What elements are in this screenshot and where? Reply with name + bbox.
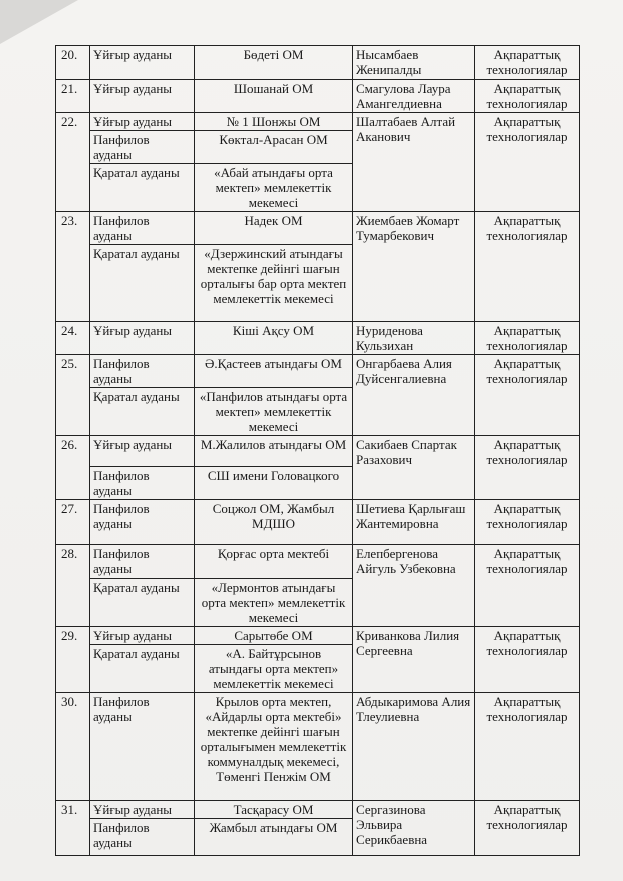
- district-cell: Ұйғыр ауданы: [90, 801, 195, 819]
- teacher-cell: Нысамбаев Женипалды: [353, 46, 475, 80]
- teacher-cell: Криванкова Лилия Сергеевна: [353, 627, 475, 693]
- row-number: 21.: [56, 80, 90, 113]
- school-cell: «Абай атындағы орта мектеп» мемлекеттік мекемесі: [195, 164, 353, 212]
- row-number: 30.: [56, 693, 90, 801]
- subject-cell: Ақпараттық технологиялар: [475, 80, 580, 113]
- school-cell: Ә.Қастеев атындағы ОМ: [195, 355, 353, 388]
- district-cell: Панфилов ауданы: [90, 131, 195, 164]
- subject-cell: Ақпараттық технологиялар: [475, 545, 580, 627]
- subject-cell: Ақпараттық технологиялар: [475, 500, 580, 545]
- teacher-cell: Шетиева Қарлығаш Жантемировна: [353, 500, 475, 545]
- school-cell: Тасқарасу ОМ: [195, 801, 353, 819]
- subject-cell: Ақпараттық технологиялар: [475, 113, 580, 212]
- district-cell: Ұйғыр ауданы: [90, 113, 195, 131]
- school-cell: М.Жалилов атындағы ОМ: [195, 436, 353, 467]
- school-cell: Көктал-Арасан ОМ: [195, 131, 353, 164]
- page-fold-corner: [0, 0, 78, 44]
- row-number: 26.: [56, 436, 90, 500]
- table-row: [56, 355, 580, 388]
- district-cell: Ұйғыр ауданы: [90, 46, 195, 80]
- row-number: 27.: [56, 500, 90, 545]
- district-cell: Қаратал ауданы: [90, 645, 195, 693]
- table-row: [56, 693, 580, 801]
- subject-cell: Ақпараттық технологиялар: [475, 436, 580, 500]
- school-cell: Жамбыл атындағы ОМ: [195, 819, 353, 856]
- teacher-cell: Сергазинова Эльвира Серикбаевна: [353, 801, 475, 856]
- district-cell: Қаратал ауданы: [90, 388, 195, 436]
- subject-cell: Ақпараттық технологиялар: [475, 46, 580, 80]
- table-row: [56, 801, 580, 819]
- row-number: 22.: [56, 113, 90, 212]
- district-cell: Панфилов ауданы: [90, 467, 195, 500]
- district-cell: Қаратал ауданы: [90, 579, 195, 627]
- district-cell: Панфилов ауданы: [90, 545, 195, 579]
- teacher-cell: Сакибаев Спартак Разахович: [353, 436, 475, 500]
- teacher-cell: Онгарбаева Алия Дуйсенгалиевна: [353, 355, 475, 436]
- school-cell: Сарытөбе ОМ: [195, 627, 353, 645]
- district-cell: Ұйғыр ауданы: [90, 80, 195, 113]
- table-row: [56, 322, 580, 355]
- row-number: 20.: [56, 46, 90, 80]
- district-cell: Ұйғыр ауданы: [90, 436, 195, 467]
- school-cell: Бөдеті ОМ: [195, 46, 353, 80]
- subject-cell: Ақпараттық технологиялар: [475, 693, 580, 801]
- subject-cell: Ақпараттық технологиялар: [475, 322, 580, 355]
- row-number: 29.: [56, 627, 90, 693]
- row-number: 31.: [56, 801, 90, 856]
- school-cell: Крылов орта мектеп, «Айдарлы орта мектебі» мектепке дейінгі шағын орталығымен мемлекеттік коммуналдық мекемесі, Төменгі Пенжім ОМ: [195, 693, 353, 801]
- school-cell: Қорғас орта мектебі: [195, 545, 353, 579]
- district-cell: Ұйғыр ауданы: [90, 322, 195, 355]
- district-cell: Панфилов ауданы: [90, 355, 195, 388]
- school-cell: Надек ОМ: [195, 212, 353, 245]
- row-number: 25.: [56, 355, 90, 436]
- school-cell: «Лермонтов атындағы орта мектеп» мемлекеттік мекемесі: [195, 579, 353, 627]
- district-cell: Қаратал ауданы: [90, 245, 195, 322]
- teacher-cell: Абдыкаримова Алия Тлеулиевна: [353, 693, 475, 801]
- teacher-cell: Елепбергенова Айгуль Узбековна: [353, 545, 475, 627]
- school-cell: «Панфилов атындағы орта мектеп» мемлекеттік мекемесі: [195, 388, 353, 436]
- teacher-cell: Шалтабаев Алтай Аканович: [353, 113, 475, 212]
- teacher-cell: Жиембаев Жомарт Тумарбекович: [353, 212, 475, 322]
- subject-cell: Ақпараттық технологиялар: [475, 212, 580, 322]
- subject-cell: Ақпараттық технологиялар: [475, 801, 580, 856]
- school-cell: Шошанай ОМ: [195, 80, 353, 113]
- school-cell: Соцжол ОМ, Жамбыл МДШО: [195, 500, 353, 545]
- table-row: [56, 500, 580, 545]
- subject-cell: Ақпараттық технологиялар: [475, 627, 580, 693]
- row-number: 23.: [56, 212, 90, 322]
- district-cell: Қаратал ауданы: [90, 164, 195, 212]
- table-row: [56, 46, 580, 80]
- district-cell: Панфилов ауданы: [90, 500, 195, 545]
- table-row: [56, 212, 580, 245]
- row-number: 28.: [56, 545, 90, 627]
- assignment-table: [55, 45, 580, 856]
- district-cell: Панфилов ауданы: [90, 693, 195, 801]
- teacher-cell: Смагулова Лаура Амангелдиевна: [353, 80, 475, 113]
- row-number: 24.: [56, 322, 90, 355]
- school-cell: Кіші Ақсу ОМ: [195, 322, 353, 355]
- school-cell: № 1 Шонжы ОМ: [195, 113, 353, 131]
- table-row: [56, 113, 580, 131]
- table-row: [56, 436, 580, 467]
- district-cell: Панфилов ауданы: [90, 212, 195, 245]
- teacher-cell: Нуриденова Кульзихан: [353, 322, 475, 355]
- table-row: [56, 627, 580, 645]
- table-row: [56, 545, 580, 579]
- district-cell: Ұйғыр ауданы: [90, 627, 195, 645]
- district-cell: Панфилов ауданы: [90, 819, 195, 856]
- school-cell: «Дзержинский атындағы мектепке дейінгі шағын орталығы бар орта мектеп мемлекеттік мекемесі: [195, 245, 353, 322]
- subject-cell: Ақпараттық технологиялар: [475, 355, 580, 436]
- school-cell: «А. Байтұрсынов атындағы орта мектеп» мемлекеттік мекемесі: [195, 645, 353, 693]
- school-cell: СШ имени Головацкого: [195, 467, 353, 500]
- table-row: [56, 80, 580, 113]
